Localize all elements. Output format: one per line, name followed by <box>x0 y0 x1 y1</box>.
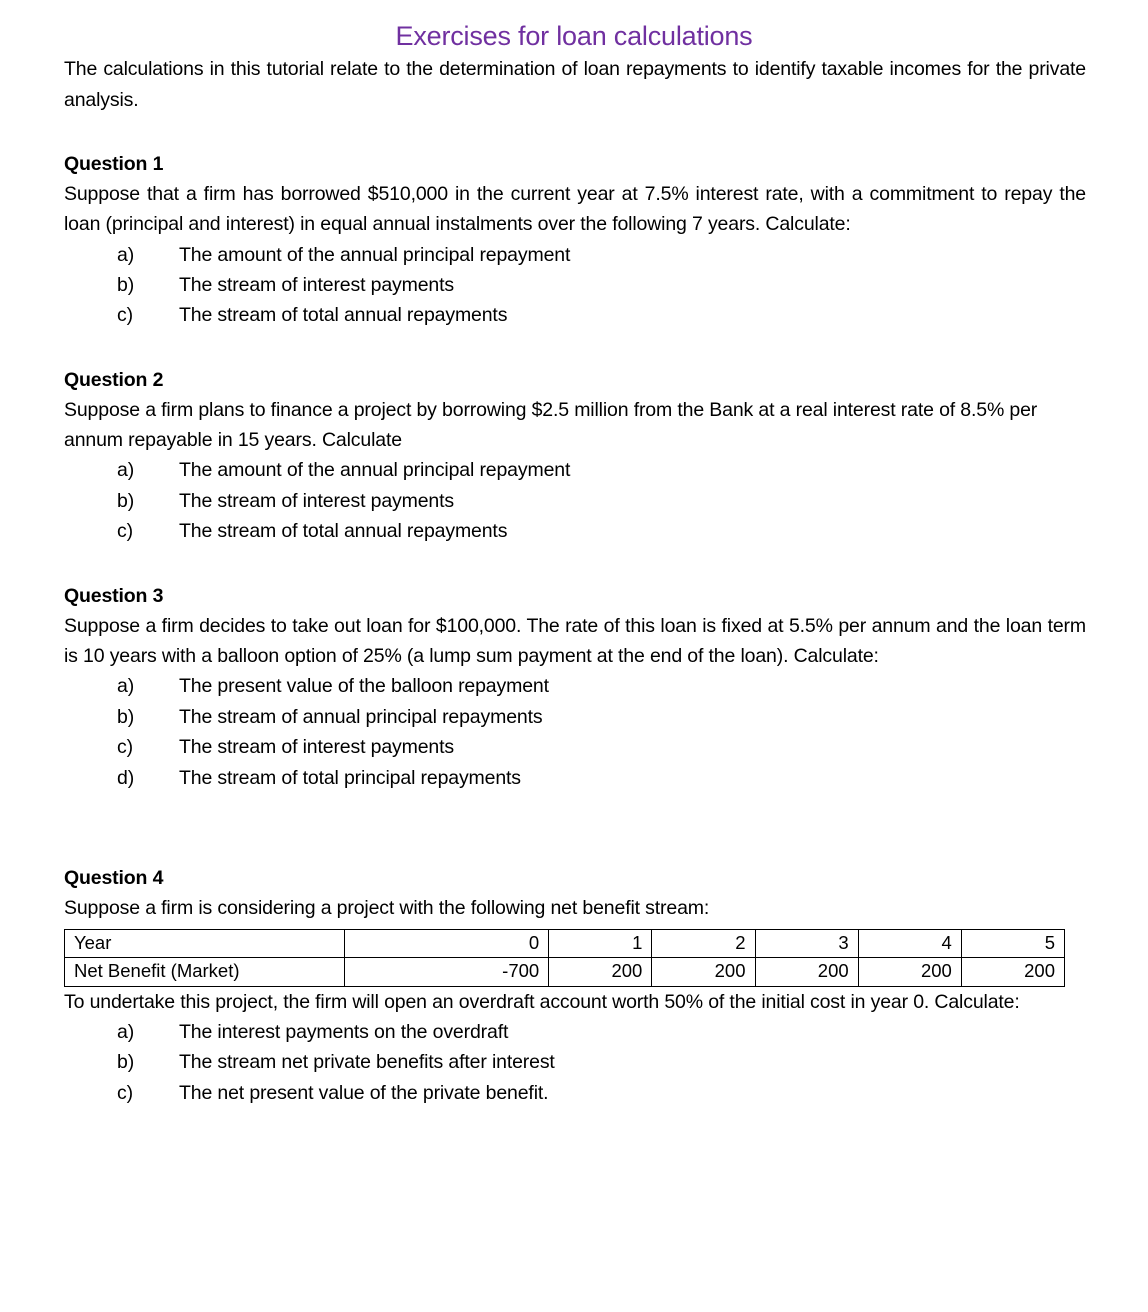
list-marker: c) <box>117 304 133 327</box>
list-item <box>64 300 1086 330</box>
question-4-section <box>64 863 1086 1108</box>
list-item <box>64 240 1086 270</box>
list-marker: c) <box>117 736 133 759</box>
table-cell-year-1: 1 <box>549 930 652 958</box>
list-item-label: The stream of interest payments <box>179 736 454 759</box>
question-1-heading: Question 1 <box>64 152 164 175</box>
question-1-list <box>64 240 1086 331</box>
table-cell-year-4: 4 <box>858 930 961 958</box>
list-item-label: The stream of interest payments <box>179 489 454 512</box>
intro-paragraph: The calculations in this tutorial relate to the determination of loan repayments to identify taxable incomes for the private analysis. <box>64 58 1086 111</box>
net-benefit-table <box>64 929 1065 986</box>
table-cell-benefit-4: 200 <box>858 958 961 986</box>
question-4-body: Suppose a firm is considering a project with the following net benefit stream: <box>64 897 710 920</box>
table-cell-benefit-2: 200 <box>652 958 755 986</box>
list-item <box>64 1047 1086 1077</box>
list-item-label: The stream of total annual repayments <box>179 304 508 327</box>
question-3-body: Suppose a firm decides to take out loan for $100,000. The rate of this loan is fixed at 5.5% per annum and the loan term is 10 years with a balloon option of 25% (a lump sum payment at the end of the loan). Calculate: <box>64 614 1086 668</box>
spacer <box>64 115 1086 149</box>
table-cell-year-0: 0 <box>345 930 549 958</box>
table-row-header: Net Benefit (Market) <box>65 958 345 986</box>
list-item <box>64 732 1086 762</box>
list-marker: c) <box>117 1081 133 1104</box>
spacer <box>64 793 1086 863</box>
list-item-label: The stream of interest payments <box>179 273 454 296</box>
list-marker: b) <box>117 1051 135 1074</box>
list-marker: b) <box>117 489 135 512</box>
list-item <box>64 763 1086 793</box>
question-4-list <box>64 1017 1086 1108</box>
list-item-label: The interest payments on the overdraft <box>179 1020 509 1043</box>
list-item <box>64 486 1086 516</box>
page-title: Exercises for loan calculations <box>395 21 753 51</box>
question-3-section <box>64 581 1086 793</box>
spacer <box>64 331 1086 365</box>
list-item-label: The net present value of the private benefit. <box>179 1081 549 1104</box>
list-item <box>64 516 1086 546</box>
question-3-heading: Question 3 <box>64 584 164 607</box>
list-item-label: The amount of the annual principal repayment <box>179 243 571 266</box>
table-cell-benefit-3: 200 <box>755 958 858 986</box>
table-cell-year-2: 2 <box>652 930 755 958</box>
list-item-label: The amount of the annual principal repayment <box>179 459 571 482</box>
question-2-list <box>64 455 1086 546</box>
spacer <box>64 547 1086 581</box>
list-marker: b) <box>117 705 135 728</box>
list-item-label: The stream of total annual repayments <box>179 520 508 543</box>
table-row <box>65 930 1065 958</box>
list-marker: c) <box>117 520 133 543</box>
table-cell-year-5: 5 <box>961 930 1064 958</box>
table-row <box>65 958 1065 986</box>
list-marker: a) <box>117 243 135 266</box>
table-row-header: Year <box>65 930 345 958</box>
list-item-label: The stream net private benefits after interest <box>179 1051 555 1074</box>
list-item <box>64 270 1086 300</box>
list-item <box>64 702 1086 732</box>
list-item <box>64 671 1086 701</box>
question-1-body: Suppose that a firm has borrowed $510,000 in the current year at 7.5% interest rate, with a commitment to repay the loan (principal and interest) in equal annual instalments over the following 7 years. Calculate: <box>64 183 1086 236</box>
list-item-label: The stream of annual principal repayments <box>179 705 543 728</box>
question-3-list <box>64 671 1086 793</box>
list-marker: a) <box>117 1020 135 1043</box>
table-cell-benefit-5: 200 <box>961 958 1064 986</box>
list-item <box>64 455 1086 485</box>
table-cell-benefit-1: 200 <box>549 958 652 986</box>
list-item-label: The present value of the balloon repayment <box>179 675 549 698</box>
list-item <box>64 1017 1086 1047</box>
question-4-heading: Question 4 <box>64 866 164 889</box>
table-cell-year-3: 3 <box>755 930 858 958</box>
question-2-body: Suppose a firm plans to finance a project by borrowing $2.5 million from the Bank at a real interest rate of 8.5% per annum repayable in 15 years. Calculate <box>64 398 1038 452</box>
document-body <box>0 54 1148 1108</box>
list-marker: a) <box>117 675 135 698</box>
list-item <box>64 1078 1086 1108</box>
table-cell-benefit-0: -700 <box>345 958 549 986</box>
question-2-section <box>64 365 1086 547</box>
question-1-section <box>64 149 1086 331</box>
list-item-label: The stream of total principal repayments <box>179 766 521 789</box>
list-marker: b) <box>117 273 135 296</box>
list-marker: a) <box>117 459 135 482</box>
question-2-heading: Question 2 <box>64 368 164 391</box>
question-4-body-after-table: To undertake this project, the firm will open an overdraft account worth 50% of the initial cost in year 0. Calculate: <box>64 990 1020 1013</box>
list-marker: d) <box>117 766 135 789</box>
